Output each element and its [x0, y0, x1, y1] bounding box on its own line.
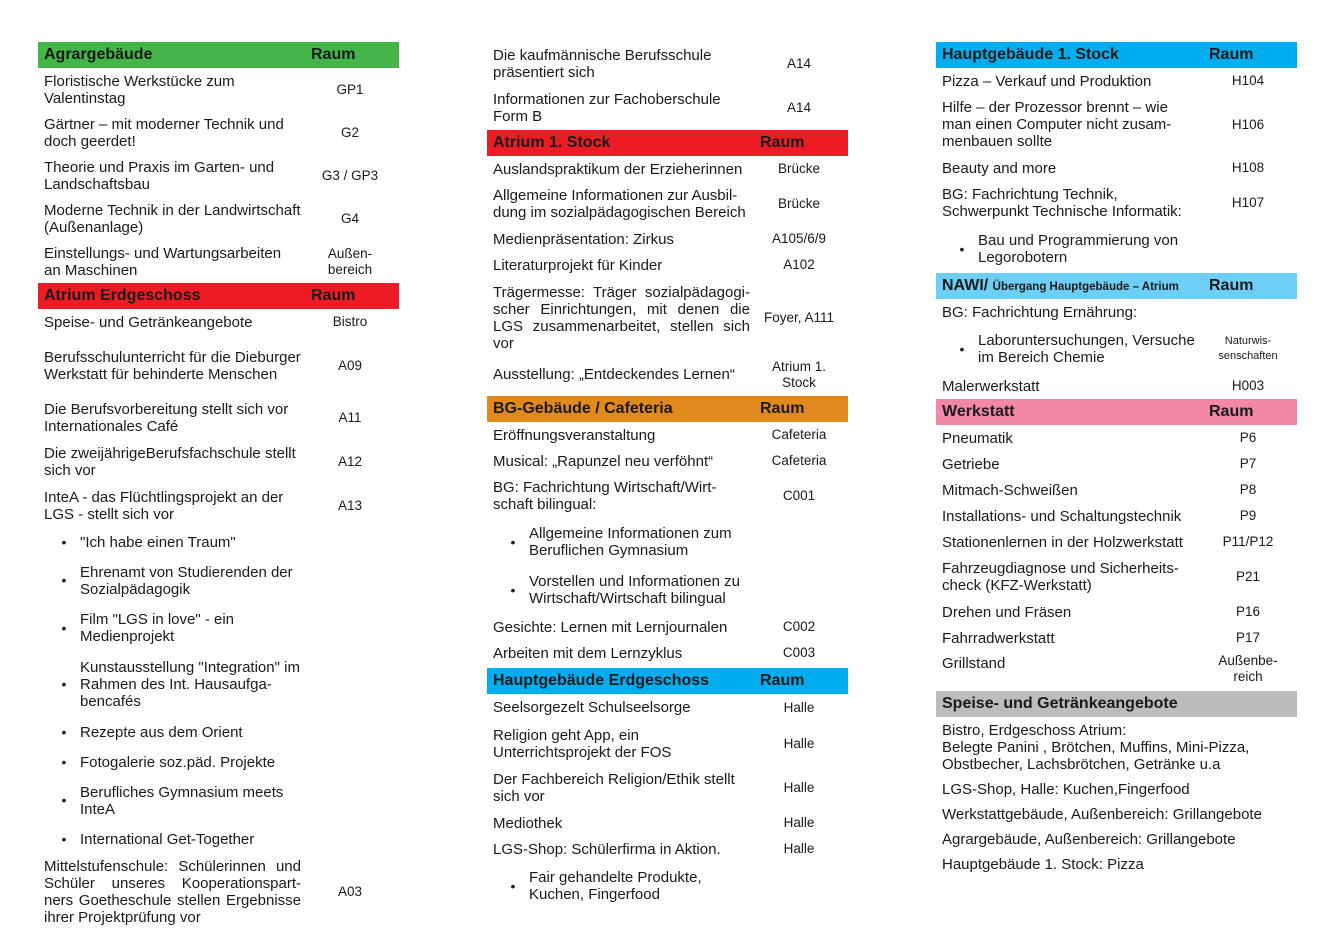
room-label: Halle	[783, 841, 815, 856]
table-row	[38, 111, 399, 154]
event-title: Gesichte: Lernen mit Lernjournalen	[493, 618, 728, 636]
info-line: Bistro, Erdgeschoss Atrium:	[942, 722, 1127, 739]
event-title: Drehen und Fräsen	[942, 603, 1072, 621]
room-label: H107	[1231, 195, 1265, 210]
room-label: GP1	[336, 81, 364, 97]
section-title-main: NAWI/	[942, 277, 989, 294]
bullet-icon: •	[61, 533, 67, 550]
raum-header: Raum	[311, 287, 356, 304]
table-row	[936, 451, 1297, 477]
event-title: LGS-Shop: Schülerfirma in Aktion.	[493, 840, 721, 858]
event-title: Theorie und Praxis im Garten- und Landschaftsbau	[44, 158, 275, 193]
raum-header: Raum	[311, 46, 356, 63]
table-row	[936, 477, 1297, 503]
section-title: Atrium 1. Stock	[493, 134, 611, 151]
room-label: P7	[1239, 456, 1257, 471]
table-row	[936, 555, 1297, 599]
room-label: Cafeteria	[771, 427, 827, 442]
room-label: Naturwis-senschaften	[1218, 335, 1278, 362]
raum-header: Raum	[760, 400, 805, 417]
bullet-icon: •	[959, 240, 965, 257]
table-row	[38, 197, 399, 240]
event-title: Mittelstufenschule: Schülerinnen und Schüler unseres Kooperationspart-ners Goetheschule stellen Ergebnisse ihrer Projektprüfung vor	[44, 858, 301, 926]
bullet-icon: •	[510, 533, 516, 550]
table-row	[936, 529, 1297, 555]
section-title: Agrargebäude	[44, 46, 153, 63]
event-title: Pneumatik	[942, 429, 1013, 447]
list-item-text: Berufliches Gymnasium meets InteA	[80, 783, 284, 818]
list-item-text: Allgemeine Informationen zum Beruflichen Gymnasium	[529, 525, 732, 559]
table-row	[38, 440, 399, 484]
bullet-icon: •	[61, 723, 67, 740]
list-item-text: Fair gehandelte Produkte, Kuchen, Fingerfood	[529, 869, 702, 903]
table-row	[936, 425, 1297, 451]
room-label: Cafeteria	[771, 453, 827, 468]
event-title: Mediothek	[493, 814, 563, 832]
table-row	[38, 335, 399, 396]
event-title: Fahrzeugdiagnose und Sicherheits-check (KFZ-Werkstatt)	[942, 560, 1179, 594]
table-row	[936, 68, 1297, 94]
list-item	[38, 557, 399, 604]
event-title: Musical: „Rapunzel neu verföhnt“	[493, 452, 714, 470]
column-2	[487, 42, 848, 910]
section-subtitle: Übergang Hauptgebäude – Atrium	[992, 281, 1179, 293]
table-row	[487, 448, 848, 474]
room-label: Halle	[783, 815, 815, 830]
event-title: Die zweijährigeBerufsfachschule stellt sich vor	[44, 445, 296, 479]
room-label: Halle	[783, 699, 815, 715]
bullet-icon: •	[61, 572, 67, 588]
section-header-hauptgebaeude-erdgeschoss	[487, 668, 848, 694]
bullet-icon: •	[61, 676, 67, 692]
table-row	[38, 484, 399, 527]
event-title: Stationenlernen in der Holzwerkstatt	[942, 533, 1183, 551]
room-label: A102	[783, 257, 815, 272]
event-title: Getriebe	[942, 455, 1000, 473]
room-label: Atrium 1. Stock	[771, 358, 826, 390]
event-title: Fahrradwerkstatt	[942, 629, 1055, 647]
room-label: H104	[1231, 73, 1265, 88]
list-item-text: International Get-Together	[80, 830, 255, 848]
bullet-icon: •	[61, 830, 67, 847]
event-title: Beauty and more	[942, 159, 1057, 177]
room-label: Halle	[783, 780, 815, 795]
room-label: A12	[337, 454, 363, 469]
room-label: Brücke	[777, 196, 821, 211]
room-label: Bistro	[332, 314, 368, 329]
section-header-speise-getraenke	[936, 691, 1297, 717]
table-row	[38, 154, 399, 197]
table-row	[487, 836, 848, 862]
section-title: BG-Gebäude / Cafeteria	[493, 400, 673, 417]
table-row	[936, 155, 1297, 181]
bullet-icon: •	[61, 792, 67, 808]
list-item-text: Laboruntersuchungen, Versuche im Bereich Chemie	[978, 332, 1195, 366]
section-title: Speise- und Getränkeangebote	[942, 695, 1178, 712]
table-row	[487, 614, 848, 640]
table-row	[38, 309, 399, 335]
event-title: Gärtner – mit moderner Technik und doch geerdet!	[44, 115, 284, 150]
table-row	[487, 766, 848, 810]
info-line: Werkstattgebäude, Außenbereich: Grillangebote	[942, 806, 1262, 823]
section-header-nawi	[936, 273, 1297, 299]
event-title: Literaturprojekt für Kinder	[493, 256, 663, 274]
room-label: H106	[1231, 116, 1265, 132]
list-item-text: Ehrenamt von Studierenden der Sozialpädagogik	[80, 563, 293, 598]
section-header-werkstatt	[936, 399, 1297, 425]
event-title: Der Fachbereich Religion/Ethik stellt sich vor	[493, 771, 735, 805]
section-header-agrargebaeude	[38, 42, 399, 68]
info-line: Hauptgebäude 1. Stock: Pizza	[942, 856, 1144, 873]
event-title: Malerwerkstatt	[942, 377, 1040, 395]
table-row	[487, 422, 848, 448]
room-label: Brücke	[777, 161, 821, 176]
table-row	[936, 299, 1297, 325]
room-label: Außenbe-reich	[1218, 653, 1278, 684]
room-label: H003	[1231, 378, 1265, 393]
event-title: BG: Fachrichtung Wirtschaft/Wirt-schaft bilingual:	[493, 479, 717, 513]
event-title: Einstellungs- und Wartungsarbeiten an Maschinen	[44, 244, 282, 279]
list-item	[487, 566, 848, 614]
table-row	[487, 156, 848, 182]
table-row	[487, 721, 848, 766]
event-title: BG: Fachrichtung Ernährung:	[942, 303, 1138, 321]
table-row	[487, 42, 848, 86]
event-title: Die kaufmännische Berufsschule präsentiert sich	[493, 47, 712, 81]
list-item	[936, 225, 1297, 273]
section-title: Atrium Erdgeschoss	[44, 287, 201, 304]
raum-header: Raum	[760, 672, 805, 689]
bullet-icon: •	[61, 619, 67, 636]
room-label: A14	[786, 100, 812, 115]
table-row	[487, 226, 848, 252]
room-label: Außen-bereich	[327, 245, 373, 277]
event-title: Medienpräsentation: Zirkus	[493, 230, 674, 248]
table-row	[936, 599, 1297, 625]
room-label: P11/P12	[1222, 534, 1274, 549]
list-item	[38, 717, 399, 747]
event-title: Religion geht App, ein Unterrichtsprojekt der FOS	[493, 726, 672, 761]
table-row	[487, 278, 848, 357]
room-label: H108	[1231, 160, 1265, 175]
raum-header: Raum	[760, 134, 805, 151]
event-title: Grillstand	[942, 655, 1006, 672]
room-label: G4	[340, 210, 359, 226]
bullet-icon: •	[61, 753, 67, 770]
table-row	[936, 625, 1297, 651]
event-title: Allgemeine Informationen zur Ausbil-dung im sozialpädagogischen Bereich	[493, 187, 746, 221]
bullet-icon: •	[510, 581, 516, 598]
room-label: A105/6/9	[771, 231, 827, 246]
event-title: BG: Fachrichtung Technik, Schwerpunkt Technische Informatik:	[942, 186, 1182, 220]
room-label: C001	[782, 488, 816, 503]
table-row	[936, 651, 1297, 687]
info-line: LGS-Shop, Halle: Kuchen,Fingerfood	[942, 781, 1190, 798]
list-item-text: Fotogalerie soz.päd. Projekte	[80, 753, 276, 771]
table-row	[38, 396, 399, 440]
list-item	[38, 824, 399, 854]
info-line: Belegte Panini , Brötchen, Muffins, Mini-Pizza, Obstbecher, Lachsbrötchen, Getränke u.a	[942, 739, 1250, 773]
event-title: Speise- und Getränkeangebote	[44, 313, 253, 331]
event-title: Moderne Technik in der Landwirtschaft (Außenanlage)	[44, 201, 301, 236]
table-row	[487, 810, 848, 836]
event-title: Pizza – Verkauf und Produktion	[942, 72, 1152, 90]
list-item	[936, 325, 1297, 373]
room-label: A11	[338, 410, 362, 425]
room-label: P17	[1235, 630, 1261, 645]
list-item-text: Film "LGS in love" - ein Medienprojekt	[80, 611, 235, 645]
room-label: A13	[337, 497, 363, 513]
room-label: P8	[1239, 482, 1257, 497]
table-row	[936, 503, 1297, 529]
table-row	[487, 252, 848, 278]
event-title: Trägermesse: Träger sozialpädagogi-scher Einrichtungen, mit denen die LGS zusammenarbeitet, stellen sich vor	[493, 283, 750, 352]
event-title: Auslandspraktikum der Erzieherinnen	[493, 160, 743, 178]
section-title: Werkstatt	[942, 403, 1015, 420]
event-title: Floristische Werkstücke zum Valentinstag	[44, 72, 235, 107]
room-label: P16	[1235, 604, 1261, 619]
section-header-bg-gebaeude	[487, 396, 848, 422]
table-row	[487, 86, 848, 130]
section-header-atrium-1-stock	[487, 130, 848, 156]
raum-header: Raum	[1209, 277, 1254, 294]
list-item-text: "Ich habe einen Traum"	[80, 533, 236, 551]
column-1	[38, 42, 399, 930]
table-row	[936, 373, 1297, 399]
section-header-atrium-erdgeschoss	[38, 283, 399, 309]
list-item-text: Rezepte aus dem Orient	[80, 723, 243, 741]
room-label: P6	[1239, 430, 1257, 445]
list-item	[38, 777, 399, 824]
table-row	[487, 694, 848, 721]
raum-header: Raum	[1209, 46, 1254, 63]
table-row	[487, 357, 848, 392]
event-title: Berufsschulunterricht für die Dieburger Werkstatt für behinderte Menschen	[44, 348, 301, 383]
room-label: A09	[337, 357, 363, 373]
list-item-text: Vorstellen und Informationen zu Wirtschaft/Wirtschaft bilingual	[529, 573, 740, 607]
room-label: Foyer, A111	[763, 309, 835, 325]
room-label: Halle	[783, 735, 815, 751]
event-title: Mitmach-Schweißen	[942, 481, 1078, 499]
room-label: G3 / GP3	[321, 167, 379, 183]
room-label: G2	[340, 124, 359, 140]
event-title: InteA - das Flüchtlingsprojekt an der LGS - stellt sich vor	[44, 488, 284, 523]
section-title	[936, 277, 1205, 295]
list-item	[487, 518, 848, 566]
table-row	[38, 68, 399, 111]
raum-header: Raum	[1209, 403, 1254, 420]
table-row	[38, 854, 399, 930]
event-title: Informationen zur Fachoberschule Form B	[493, 91, 721, 125]
event-title: Seelsorgezelt Schulseelsorge	[493, 699, 691, 716]
room-label: P9	[1239, 508, 1257, 523]
room-label: P21	[1235, 569, 1261, 584]
list-item	[38, 527, 399, 557]
event-title: Die Berufsvorbereitung stellt sich vor Internationales Café	[44, 401, 289, 435]
room-label: C003	[782, 645, 816, 660]
table-row	[936, 94, 1297, 155]
list-item	[487, 862, 848, 910]
room-label: A03	[337, 884, 363, 899]
list-item-text: Bau und Programmierung von Legorobotern	[978, 232, 1179, 266]
section-title: Hauptgebäude Erdgeschoss	[493, 672, 710, 689]
event-title: Installations- und Schaltungstechnik	[942, 507, 1182, 525]
info-line: Agrargebäude, Außenbereich: Grillangebote	[942, 831, 1236, 848]
bullet-icon: •	[959, 340, 965, 357]
room-label: C002	[782, 619, 816, 634]
table-row	[936, 181, 1297, 225]
column-3	[936, 42, 1297, 879]
list-item-text: Kunstausstellung "Integration" im Rahmen des Int. Hausaufga-bencafés	[80, 659, 300, 710]
list-item	[38, 747, 399, 777]
section-header-hauptgebaeude-1-stock	[936, 42, 1297, 68]
event-title: Arbeiten mit dem Lernzyklus	[493, 644, 683, 662]
table-row	[487, 474, 848, 518]
event-title: Hilfe – der Prozessor brennt – wie man einen Computer nicht zusam-menbauen sollte	[942, 99, 1172, 150]
table-row	[38, 240, 399, 283]
event-title: Eröffnungsveranstaltung	[493, 426, 656, 444]
table-row	[487, 182, 848, 226]
section-title: Hauptgebäude 1. Stock	[942, 46, 1119, 63]
table-row	[487, 640, 848, 666]
list-item	[38, 604, 399, 652]
event-title: Ausstellung: „Entdeckendes Lernen“	[493, 366, 735, 383]
room-label: A14	[786, 56, 812, 71]
bullet-icon: •	[510, 877, 516, 894]
list-item	[38, 652, 399, 717]
